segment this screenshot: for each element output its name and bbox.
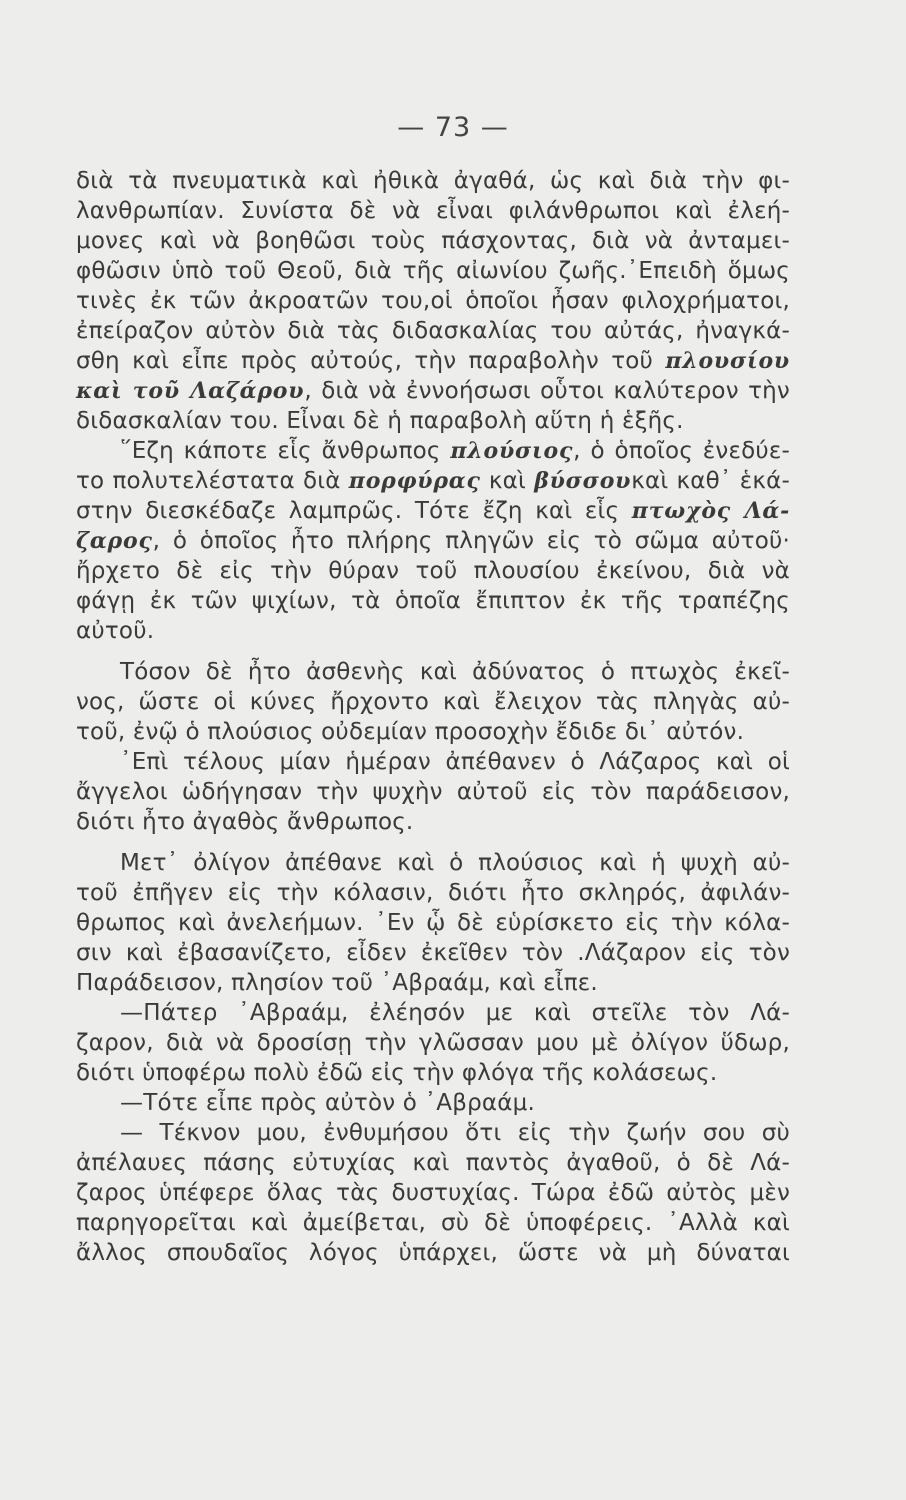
text-line: ᾿Επὶ τέλους μίαν ἡμέραν ἀπέθανεν ὁ Λάζαρος καὶ οἱ <box>120 749 790 775</box>
text-line: θρωπος καὶ ἀνελεήμων. ᾿Εν ᾧ δὲ εὑρίσκετο εἰς τὴν κόλα- <box>76 910 790 936</box>
text-line: σθη καὶ εἶπε πρὸς αὐτούς, τὴν παραβολὴν τοῦ πλουσίου <box>76 348 790 374</box>
text-line: τινὲς ἐκ τῶν ἀκροατῶν του,οἱ ὁποῖοι ἦσαν φιλοχρήματοι, <box>76 288 790 314</box>
emphasis: πλουσίου <box>665 348 790 374</box>
text-line: ζαρος, ὁ ὁποῖος ἦτο πλήρης πληγῶν εἰς τὸ σῶμα αὐτοῦ· <box>76 528 790 554</box>
text-line: παρηγορεῖται καὶ ἀμείβεται, σὺ δὲ ὑποφέρεις. ᾿Αλλὰ καὶ <box>76 1210 790 1236</box>
text-line: ἀπέλαυες πάσης εὐτυχίας καὶ παντὸς ἀγαθοῦ, ὁ δὲ Λά- <box>76 1150 790 1176</box>
text-line: τοῦ ἐπῆγεν εἰς τὴν κόλασιν, διότι ἦτο σκληρός, ἀφιλάν- <box>76 880 790 906</box>
text-line: καὶ τοῦ Λαζάρου, διὰ νὰ ἐννοήσωσι οὗτοι καλύτερον τὴν <box>76 378 790 404</box>
text-line: ἐπείραζον αὐτὸν διὰ τὰς διδασκαλίας του αὐτάς, ἠναγκά- <box>76 318 790 344</box>
emphasis: καὶ τοῦ Λαζάρου <box>76 378 305 404</box>
text-line: ζαρον, διὰ νὰ δροσίσῃ τὴν γλῶσσαν μου μὲ ὀλίγον ὕδωρ, <box>76 1030 790 1056</box>
text-line: Παράδεισον, πλησίον τοῦ ᾿Αβραάμ, καὶ εἶπε. <box>76 970 598 996</box>
emphasis: πτωχὸς Λά- <box>631 498 791 524</box>
text-line: διδασκαλίαν του. Εἶναι δὲ ἡ παραβολὴ αὕτη ἡ ἑξῆς. <box>76 408 684 434</box>
text-line: —Πάτερ ᾿Αβραάμ, ἐλέησόν με καὶ στεῖλε τὸν Λά- <box>120 1000 790 1026</box>
text-line: στην διεσκέδαζε λαμπρῶς. Τότε ἔζη καὶ εἷς πτωχὸς Λά- <box>76 498 791 524</box>
text-line: ἄλλος σπουδαῖος λόγος ὑπάρχει, ὥστε νὰ μὴ δύναται <box>76 1240 790 1266</box>
text-line: ἤρχετο δὲ εἰς τὴν θύραν τοῦ πλουσίου ἐκείνου, διὰ νὰ <box>76 558 790 584</box>
text-line: λανθρωπίαν. Συνίστα δὲ νὰ εἶναι φιλάνθρωποι καὶ ἐλεή- <box>76 198 790 224</box>
text-line: νος, ὥστε οἱ κύνες ἤρχοντο καὶ ἔλειχον τὰς πληγὰς αὐ- <box>76 689 790 715</box>
emphasis: βύσσου <box>534 468 632 494</box>
emphasis: ζαρος <box>76 528 153 554</box>
text-line: — Τέκνον μου, ἐνθυμήσου ὅτι εἰς τὴν ζωήν σου σὺ <box>120 1120 790 1146</box>
text-line: φθῶσιν ὑπὸ τοῦ Θεοῦ, διὰ τῆς αἰωνίου ζωῆς.᾿Επειδὴ ὅμως <box>76 258 790 284</box>
text-line: αὐτοῦ. <box>76 618 155 644</box>
text-line: διότι ἦτο ἀγαθὸς ἄνθρωπος. <box>76 809 414 835</box>
text-line: σιν καὶ ἐβασανίζετο, εἶδεν ἐκεῖθεν τὸν .Λάζαρον εἰς τὸν <box>76 940 790 966</box>
text-line: διότι ὑποφέρω πολὺ ἐδῶ εἰς τὴν φλόγα τῆς κολάσεως. <box>76 1060 718 1086</box>
text-line: ἄγγελοι ὡδήγησαν τὴν ψυχὴν αὐτοῦ εἰς τὸν παράδεισον, <box>76 779 790 805</box>
text-line: ῞Εζη κάποτε εἷς ἄνθρωπος πλούσιος, ὁ ὁποῖος ἐνεδύε- <box>120 438 790 464</box>
text-line: ζαρος ὑπέφερε ὅλας τὰς δυστυχίας. Τώρα ἐδῶ αὐτὸς μὲν <box>76 1180 790 1206</box>
page-number: — 73 — <box>397 112 509 143</box>
text-line: Μετ᾿ ὀλίγον ἀπέθανε καὶ ὁ πλούσιος καὶ ἡ ψυχὴ αὐ- <box>120 850 790 876</box>
body-text <box>76 166 790 1268</box>
text-line: Τόσον δὲ ἦτο ἀσθενὴς καὶ ἀδύνατος ὁ πτωχὸς ἐκεῖ- <box>120 659 790 685</box>
text-line: το πολυτελέστατα διὰ πορφύρας καὶ βύσσουκαὶ καθ᾿ ἑκά- <box>76 468 791 494</box>
text-line: διὰ τὰ πνευματικὰ καὶ ἠθικὰ ἀγαθά, ὡς καὶ διὰ τὴν φι- <box>76 168 790 194</box>
emphasis: πλούσιος <box>450 438 574 464</box>
text-line: φάγῃ ἐκ τῶν ψιχίων, τὰ ὁποῖα ἔπιπτον ἐκ τῆς τραπέζης <box>76 588 790 614</box>
text-line: —Τότε εἶπε πρὸς αὐτὸν ὁ ᾿Αβραάμ. <box>120 1090 535 1116</box>
text-line: τοῦ, ἐνῷ ὁ πλούσιος οὐδεμίαν προσοχὴν ἔδιδε δι᾿ αὐτόν. <box>76 719 745 745</box>
emphasis: πορφύρας <box>348 468 481 494</box>
text-line: μονες καὶ νὰ βοηθῶσι τοὺς πάσχοντας, διὰ νὰ ἀνταμει- <box>76 228 790 254</box>
